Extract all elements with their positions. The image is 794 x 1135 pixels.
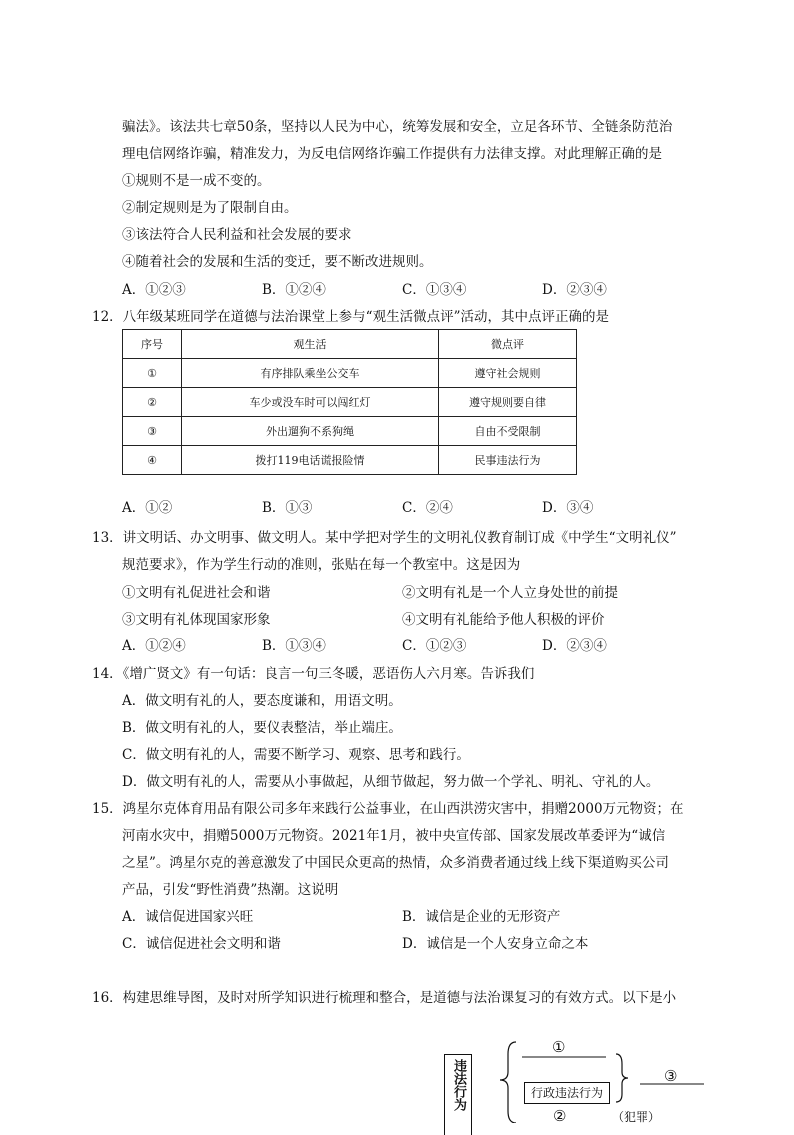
text-line: 之星”。鸿星尔克的善意激发了中国民众更高的热情，众多消费者通过线上线下渠道购买公司 bbox=[122, 855, 669, 871]
text-line: 河南水灾中，捐赠5000万元物资。2021年1月，被中央宣传部、国家发展改革委评为“诚信 bbox=[122, 828, 666, 844]
text-line: ④随着社会的发展和生活的变迁，要不断改进规则。 bbox=[122, 254, 433, 270]
table-header: 序号 bbox=[123, 330, 182, 359]
table-cell: 拨打119电话谎报险情 bbox=[182, 446, 439, 475]
mind-map-slot-1: ① bbox=[552, 1038, 566, 1056]
text-line: D．②③④ bbox=[542, 638, 607, 654]
table-cell: ② bbox=[123, 388, 182, 417]
table-row bbox=[123, 359, 577, 388]
text-line: B．做文明有礼的人，要仪表整洁，举止端庄。 bbox=[122, 720, 402, 736]
table-cell: 有序排队乘坐公交车 bbox=[182, 359, 439, 388]
administrative-violation-label: 行政违法行为 bbox=[530, 1086, 603, 1100]
table-cell: ④ bbox=[123, 446, 182, 475]
text-line: 骗法》。该法共七章50条，坚持以人民为中心，统筹发展和安全，立足各环节、全链条防范治 bbox=[122, 119, 673, 135]
text-line: 15．鸿星尔克体育用品有限公司多年来践行公益事业，在山西洪涝灾害中，捐赠2000万元物资；在 bbox=[92, 801, 684, 817]
table-header: 微点评 bbox=[439, 330, 577, 359]
mind-map-connectors bbox=[496, 1036, 716, 1123]
table-cell: 车少或没车时可以闯红灯 bbox=[182, 388, 439, 417]
text-line: ③文明有礼体现国家形象 bbox=[122, 612, 271, 628]
text-line: A．①② bbox=[122, 500, 173, 516]
table-header: 观生活 bbox=[182, 330, 439, 359]
text-line: ②制定规则是为了限制自由。 bbox=[122, 200, 298, 216]
text-line: ④文明有礼能给予他人积极的评价 bbox=[402, 612, 605, 628]
table-cell: 遵守社会规则 bbox=[439, 359, 577, 388]
table-cell: 遵守规则要自律 bbox=[439, 388, 577, 417]
text-line: D．③④ bbox=[542, 500, 594, 516]
text-line: A．做文明有礼的人，要态度谦和，用语文明。 bbox=[122, 693, 402, 709]
text-line: 12．八年级某班同学在道德与法治课堂上参与“观生活微点评”活动，其中点评正确的是 bbox=[92, 309, 609, 325]
mind-map-slot-2: ② bbox=[553, 1107, 567, 1125]
table-cell: ③ bbox=[123, 417, 182, 446]
text-line: 理电信网络诈骗，精准发力，为反电信网络诈骗工作提供有力法律支撑。对此理解正确的是 bbox=[122, 146, 662, 162]
table-cell: 民事违法行为 bbox=[439, 446, 577, 475]
text-line: A．①②③ bbox=[122, 282, 186, 298]
text-line: A．诚信促进国家兴旺 bbox=[122, 909, 254, 925]
table-row bbox=[123, 417, 577, 446]
text-line: C．①②③ bbox=[402, 638, 467, 654]
text-line: ②文明有礼是一个人立身处世的前提 bbox=[402, 585, 618, 601]
table-cell: 外出遛狗不系狗绳 bbox=[182, 417, 439, 446]
text-line: B．①③ bbox=[262, 500, 313, 516]
text-line: 16．构建思维导图，及时对所学知识进行梳理和整合，是道德与法治课复习的有效方式。以下是小 bbox=[92, 990, 677, 1006]
text-line: 规范要求》，作为学生行动的准则，张贴在每一个教室中。这是因为 bbox=[122, 557, 521, 573]
text-line: B．①③④ bbox=[262, 638, 326, 654]
mind-map-crime-note: （犯罪） bbox=[612, 1110, 661, 1124]
table-header-row bbox=[123, 330, 577, 359]
text-line: ③该法符合人民利益和社会发展的要求 bbox=[122, 227, 352, 243]
text-line: C．②④ bbox=[402, 500, 453, 516]
text-line: ①文明有礼促进社会和谐 bbox=[122, 585, 271, 601]
text-line: C．做文明有礼的人，需要不断学习、观察、思考和践行。 bbox=[122, 747, 470, 763]
text-line: D．②③④ bbox=[542, 282, 607, 298]
text-line: B．①②④ bbox=[262, 282, 326, 298]
text-line: D．诚信是一个人安身立命之本 bbox=[402, 936, 589, 952]
right-brace bbox=[616, 1054, 628, 1102]
administrative-violation-box bbox=[524, 1082, 610, 1104]
text-line: C．诚信促进社会文明和谐 bbox=[122, 936, 281, 952]
text-line: B．诚信是企业的无形资产 bbox=[402, 909, 561, 925]
table-cell: 自由不受限制 bbox=[439, 417, 577, 446]
table-row bbox=[123, 446, 577, 475]
left-brace bbox=[500, 1042, 516, 1123]
mind-map-slot-3: ③ bbox=[664, 1067, 678, 1085]
text-line: 13．讲文明话、办文明事、做文明人。某中学把对学生的文明礼仪教育制订成《中学生“文明礼仪” bbox=[92, 530, 677, 546]
table-row bbox=[123, 388, 577, 417]
text-line: D．做文明有礼的人，需要从小事做起，从细节做起，努力做一个学礼、明礼、守礼的人。 bbox=[122, 774, 660, 790]
text-line: 产品，引发“野性消费”热潮。这说明 bbox=[122, 882, 339, 898]
table-cell: ① bbox=[123, 359, 182, 388]
text-line: C．①③④ bbox=[402, 282, 467, 298]
text-line: 14．《增广贤文》有一句话：良言一句三冬暖，恶语伤人六月寒。告诉我们 bbox=[92, 666, 535, 682]
text-line: A．①②④ bbox=[122, 638, 186, 654]
text-line: ①规则不是一成不变的。 bbox=[122, 173, 271, 189]
mind-map-root-label: 违法行为 bbox=[451, 1059, 466, 1111]
observation-table bbox=[122, 329, 577, 475]
